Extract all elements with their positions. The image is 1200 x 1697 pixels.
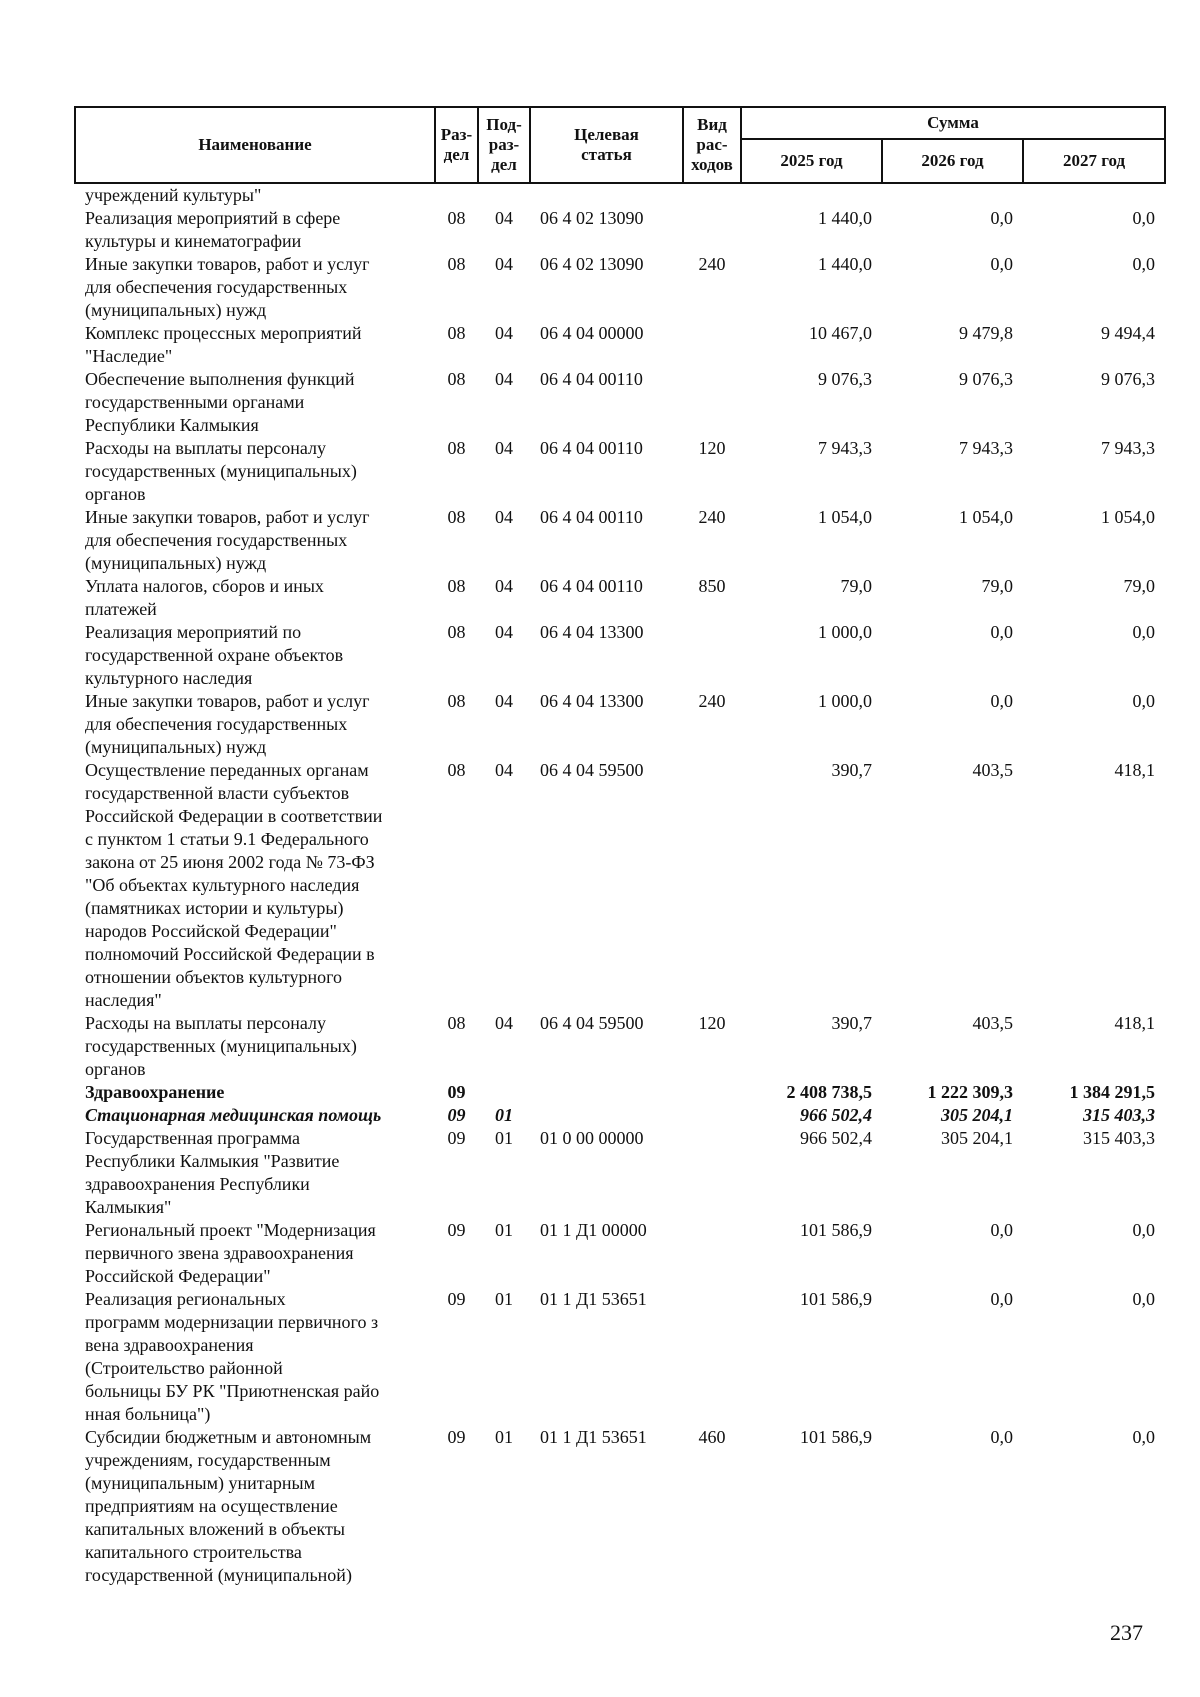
row-sum-2026: 0,0 — [990, 1427, 1013, 1447]
header-sum: Сумма — [741, 107, 1165, 139]
row-target-article: 06 4 04 00110 — [540, 507, 643, 527]
row-sum-2026: 0,0 — [990, 1220, 1013, 1240]
row-sum-2025: 1 440,0 — [818, 208, 872, 228]
row-sum-2025: 101 586,9 — [800, 1220, 872, 1240]
row-sum-2025: 390,7 — [831, 760, 872, 780]
row-sum-2025: 9 076,3 — [818, 369, 872, 389]
row-target-article: 06 4 04 13300 — [540, 691, 644, 711]
table-row — [75, 1104, 1165, 1127]
table-row — [75, 1288, 1165, 1426]
row-name: Здравоохранение — [85, 1082, 225, 1102]
row-expense-type — [683, 1219, 741, 1288]
row-sum-2027: 1 054,0 — [1101, 507, 1156, 527]
row-sum-2025: 1 440,0 — [818, 254, 872, 274]
row-sum-2027: 315 403,3 — [1083, 1105, 1156, 1125]
row-target-article: 06 4 04 00110 — [540, 438, 643, 458]
row-section: 08 — [447, 323, 466, 343]
row-sum-2027 — [1023, 183, 1165, 207]
table-body — [75, 183, 1165, 1587]
row-section — [435, 183, 478, 207]
row-target-article: 06 4 04 00000 — [540, 323, 644, 343]
row-sum-2025: 79,0 — [840, 576, 872, 596]
row-subsection: 04 — [495, 760, 513, 780]
row-target-article: 01 1 Д1 53651 — [540, 1289, 647, 1309]
row-subsection: 04 — [495, 254, 513, 274]
row-section: 09 — [447, 1289, 466, 1309]
row-sum-2027: 0,0 — [1132, 691, 1156, 711]
row-sum-2027: 315 403,3 — [1083, 1128, 1156, 1148]
row-section: 09 — [447, 1128, 466, 1148]
header-year-2026: 2026 год — [882, 139, 1023, 183]
row-subsection — [478, 183, 530, 207]
row-target-article — [530, 1104, 683, 1127]
row-sum-2026: 1 222 309,3 — [927, 1082, 1013, 1102]
row-name: Иные закупки товаров, работ и услуг для обеспечения государственных (муниципальных) нужд — [85, 507, 370, 573]
row-sum-2025 — [741, 183, 882, 207]
header-expense-type: Вид рас- ходов — [683, 107, 741, 183]
row-sum-2026 — [882, 183, 1023, 207]
row-expense-type: 850 — [698, 576, 726, 596]
row-subsection: 01 — [495, 1289, 513, 1309]
table-row — [75, 368, 1165, 437]
row-name: Уплата налогов, сборов и иных платежей — [85, 576, 324, 619]
row-expense-type — [683, 621, 741, 690]
row-name: Субсидии бюджетным и автономным учреждениям, государственным (муниципальным) унитарным предприятиям на осуществление капитальных вложений в объекты капитального строительства государственной (муниципальной) — [85, 1427, 372, 1585]
table-row — [75, 690, 1165, 759]
row-sum-2026: 305 204,1 — [941, 1128, 1013, 1148]
row-expense-type: 240 — [698, 691, 726, 711]
row-section: 08 — [447, 208, 466, 228]
table-row — [75, 575, 1165, 621]
row-subsection: 04 — [495, 438, 513, 458]
table-row — [75, 759, 1165, 1012]
row-sum-2026: 0,0 — [990, 254, 1013, 274]
row-expense-type: 240 — [698, 254, 726, 274]
row-name: Реализация мероприятий в сфере культуры и кинематографии — [85, 208, 341, 251]
row-name: Расходы на выплаты персоналу государственных (муниципальных) органов — [85, 438, 357, 504]
row-sum-2027: 9 076,3 — [1101, 369, 1156, 389]
row-sum-2027: 0,0 — [1132, 1220, 1156, 1240]
table-row — [75, 322, 1165, 368]
row-name: Иные закупки товаров, работ и услуг для обеспечения государственных (муниципальных) нужд — [85, 254, 370, 320]
row-target-article: 01 1 Д1 53651 — [540, 1427, 647, 1447]
row-sum-2025: 101 586,9 — [800, 1427, 872, 1447]
table-row — [75, 1426, 1165, 1587]
row-target-article — [530, 1081, 683, 1104]
row-subsection: 01 — [495, 1128, 513, 1148]
row-sum-2025: 966 502,4 — [800, 1105, 872, 1125]
row-sum-2027: 9 494,4 — [1101, 323, 1156, 343]
row-subsection: 01 — [495, 1105, 513, 1125]
page-number: 237 — [1110, 1620, 1143, 1645]
row-section: 08 — [447, 369, 466, 389]
row-name: Комплекс процессных мероприятий "Наследие" — [85, 323, 362, 366]
row-sum-2025: 10 467,0 — [809, 323, 872, 343]
table-row — [75, 183, 1165, 207]
row-sum-2025: 1 000,0 — [818, 622, 872, 642]
row-sum-2025: 101 586,9 — [800, 1289, 872, 1309]
row-expense-type — [683, 759, 741, 1012]
row-target-article: 06 4 02 13090 — [540, 208, 644, 228]
row-expense-type — [683, 1127, 741, 1219]
row-sum-2027: 0,0 — [1132, 1289, 1156, 1309]
row-expense-type — [683, 1104, 741, 1127]
row-sum-2027: 0,0 — [1132, 208, 1156, 228]
row-target-article: 06 4 04 59500 — [540, 760, 644, 780]
row-section: 09 — [447, 1427, 466, 1447]
row-target-article: 01 1 Д1 00000 — [540, 1220, 647, 1240]
row-sum-2025: 2 408 738,5 — [786, 1082, 872, 1102]
row-name: Государственная программа Республики Калмыкия "Развитие здравоохранения Республики Калмыкия" — [85, 1128, 340, 1217]
row-sum-2026: 403,5 — [972, 760, 1013, 780]
header-section: Раз- дел — [435, 107, 478, 183]
row-sum-2027: 0,0 — [1132, 254, 1156, 274]
row-sum-2027: 418,1 — [1114, 1013, 1156, 1033]
row-sum-2027: 7 943,3 — [1101, 438, 1156, 458]
row-expense-type: 240 — [698, 507, 726, 527]
row-sum-2026: 0,0 — [990, 622, 1013, 642]
row-section: 08 — [447, 507, 466, 527]
row-sum-2025: 7 943,3 — [818, 438, 872, 458]
table-row — [75, 1081, 1165, 1104]
header-target-article: Целевая статья — [530, 107, 683, 183]
table-row — [75, 437, 1165, 506]
row-name: Осуществление переданных органам государственной власти субъектов Российской Федерации в соответствии с пунктом 1 статьи 9.1 Федерального закона от 25 июня 2002 года № 73-ФЗ "Об объектах культурного наследия (памятниках истории и культуры) народов Российской Федерации" полномочий Российской Федерации в отношении объектов культурного наследия" — [85, 760, 383, 1010]
table-row — [75, 253, 1165, 322]
row-section: 08 — [447, 254, 466, 274]
header-name: Наименование — [75, 107, 435, 183]
table-row — [75, 207, 1165, 253]
row-sum-2026: 403,5 — [972, 1013, 1013, 1033]
row-target-article — [530, 183, 683, 207]
table-row — [75, 1219, 1165, 1288]
row-sum-2026: 0,0 — [990, 691, 1013, 711]
row-target-article: 06 4 04 59500 — [540, 1013, 644, 1033]
row-subsection: 04 — [495, 1013, 513, 1033]
row-section: 08 — [447, 576, 466, 596]
row-expense-type: 120 — [698, 438, 726, 458]
row-section: 09 — [447, 1220, 466, 1240]
row-subsection: 04 — [495, 622, 513, 642]
row-expense-type — [683, 207, 741, 253]
row-section: 09 — [447, 1105, 466, 1125]
row-sum-2027: 0,0 — [1132, 1427, 1156, 1447]
row-sum-2027: 1 384 291,5 — [1069, 1082, 1156, 1102]
row-sum-2026: 9 479,8 — [959, 323, 1013, 343]
row-subsection: 04 — [495, 323, 513, 343]
row-sum-2025: 966 502,4 — [800, 1128, 872, 1148]
row-subsection: 04 — [495, 208, 513, 228]
row-target-article: 06 4 04 13300 — [540, 622, 644, 642]
row-name: Реализация мероприятий по государственной охране объектов культурного наследия — [85, 622, 344, 688]
row-name: учреждений культуры" — [85, 185, 262, 205]
row-section: 08 — [447, 622, 466, 642]
row-subsection: 01 — [495, 1427, 513, 1447]
row-target-article: 06 4 02 13090 — [540, 254, 644, 274]
row-expense-type — [683, 368, 741, 437]
row-section: 08 — [447, 438, 466, 458]
row-sum-2026: 305 204,1 — [941, 1105, 1013, 1125]
row-sum-2026: 79,0 — [981, 576, 1013, 596]
row-subsection: 04 — [495, 576, 513, 596]
row-sum-2027: 0,0 — [1132, 622, 1156, 642]
table-row — [75, 506, 1165, 575]
row-section: 09 — [447, 1082, 466, 1102]
row-subsection: 04 — [495, 369, 513, 389]
row-name: Обеспечение выполнения функций государственными органами Республики Калмыкия — [85, 369, 355, 435]
row-subsection: 04 — [495, 507, 513, 527]
table-header — [75, 107, 1165, 183]
budget-table — [74, 106, 1166, 1587]
table-row — [75, 1012, 1165, 1081]
row-target-article: 06 4 04 00110 — [540, 369, 643, 389]
row-sum-2025: 1 000,0 — [818, 691, 872, 711]
row-sum-2025: 390,7 — [831, 1013, 872, 1033]
row-expense-type — [683, 1288, 741, 1426]
row-target-article: 01 0 00 00000 — [540, 1128, 644, 1148]
row-subsection: 01 — [495, 1220, 513, 1240]
header-year-2025: 2025 год — [741, 139, 882, 183]
row-sum-2027: 79,0 — [1123, 576, 1156, 596]
row-sum-2026: 1 054,0 — [959, 507, 1013, 527]
row-sum-2026: 0,0 — [990, 208, 1013, 228]
row-expense-type — [683, 322, 741, 368]
header-subsection: Под- раз- дел — [478, 107, 530, 183]
row-subsection — [478, 1081, 530, 1104]
row-section: 08 — [447, 1013, 466, 1033]
row-sum-2027: 418,1 — [1114, 760, 1156, 780]
row-name: Расходы на выплаты персоналу государственных (муниципальных) органов — [85, 1013, 357, 1079]
row-expense-type — [683, 183, 741, 207]
table-row — [75, 621, 1165, 690]
row-name: Региональный проект "Модернизация первичного звена здравоохранения Российской Федерации" — [85, 1220, 376, 1286]
header-year-2027: 2027 год — [1023, 139, 1165, 183]
row-sum-2026: 7 943,3 — [959, 438, 1013, 458]
row-section: 08 — [447, 760, 466, 780]
row-name: Иные закупки товаров, работ и услуг для обеспечения государственных (муниципальных) нужд — [85, 691, 370, 757]
row-name: Реализация региональных программ модернизации первичного з вена здравоохранения (Строительство районной больницы БУ РК "Приютненская райо нная больница") — [85, 1289, 380, 1424]
row-subsection: 04 — [495, 691, 513, 711]
row-sum-2025: 1 054,0 — [818, 507, 872, 527]
table-row — [75, 1127, 1165, 1219]
row-section: 08 — [447, 691, 466, 711]
row-sum-2026: 9 076,3 — [959, 369, 1013, 389]
row-expense-type — [683, 1081, 741, 1104]
row-target-article: 06 4 04 00110 — [540, 576, 643, 596]
row-expense-type: 120 — [698, 1013, 726, 1033]
row-sum-2026: 0,0 — [990, 1289, 1013, 1309]
row-name: Стационарная медицинская помощь — [85, 1105, 382, 1125]
row-expense-type: 460 — [698, 1427, 726, 1447]
